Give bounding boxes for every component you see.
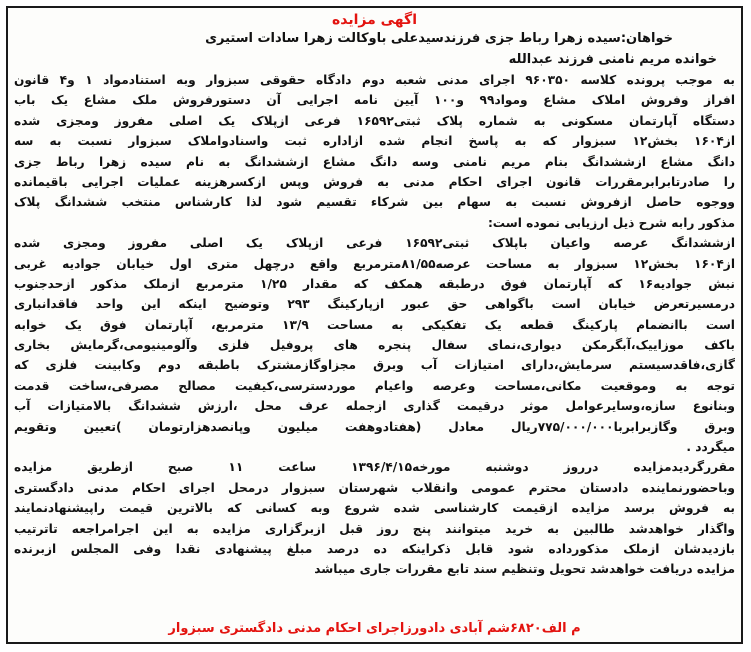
body-line: باکف موزاییک،آبگرمکن دیواری،نمای سفال پنجره های پروفیل فلزی وآلومینیومی،گرمایش بخاری <box>14 338 735 353</box>
notice-body <box>8 70 741 580</box>
body-line: ازششدانگ عرصه واعیان باپلاک ثبتی۱۶۵۹۲ فرعی ازپلاک یک اصلی مفروز ومجزی شده <box>14 236 735 251</box>
body-line: وبنانوع سازه،وسایرعوامل موثر درقیمت گذاری ازجمله عرف محل ،ارزش ششدانگ بالامتیازات آب <box>14 399 735 414</box>
notice-title: اگهی مزایده <box>331 12 417 28</box>
body-line: مقررگردیدمزایده درروز دوشنبه مورخه۱۳۹۶/۴/۱۵ ساعت ۱۱ صبح ازطریق مزایده <box>14 460 735 475</box>
body-line: بازدیدشان ازملک مذکورداده شود قابل ذکراینکه ده درصد مبلغ پیشنهادی نقدا وفی المجلس ازبرنده <box>14 541 735 556</box>
body-line: افراز وفروش املاک مشاع ومواد۹۹ و۱۰۰ آیین نامه اجرایی آن دستورفروش ملک مشاع یک باب <box>14 93 736 108</box>
body-line: است باانضمام پارکینگ قطعه یک تفکیکی به مساحت ۱۳/۹ مترمربع، آپارتمان فوق یک خوابه <box>14 317 735 332</box>
body-line: مذکور رابه شرح ذیل ارزیابی نموده است: <box>487 215 735 230</box>
plaintiff-line: خواهان:سیده زهرا رباط جزی فرزندسیدعلی باوکالت زهرا سادات استیری <box>205 31 673 46</box>
defendant-line: خوانده مریم نامنی فرزند عبدالله <box>508 52 717 67</box>
body-line: دستگاه آپارتمان مسکونی به شماره پلاک ثبتی۱۶۵۹۲ فرعی ازپلاک یک اصلی مفروز ومجزی شده <box>14 113 735 128</box>
body-line: به فروش برسد مزایده ازقیمت کارشناسی شده شروع وبه کسانی که بالاترین قیمت راپیشنهادنمایند <box>14 501 735 516</box>
body-line: از۱۶۰۴ بخش۱۲ سبزوار به مساحت عرصه۸۱/۵۵مترمربع واقع درچهل متری اول خیابان جوادیه غربی <box>14 256 735 271</box>
body-line: میگردد . <box>686 440 735 455</box>
body-line: درمسیرتعرض خیابان است باگواهی حق عبور ازپارکینگ ۲۹۳ وتوضیح اینکه این واحد فاقدانباری <box>14 297 735 312</box>
body-line: را صادرتابرابرمقررات قانون اجرای احکام مدنی به فروش وپس ازکسرهزینه عملیات اجرایی باقیمانده <box>14 174 735 189</box>
body-line: وباحضورنماینده دادستان محترم عمومی وانقلاب شهرستان سبزوار درمحل اجرای احکام مدنی دادگستری <box>14 480 735 495</box>
body-line: واگذار خواهدشد طالبین به خرید میتوانند پنج روز قبل ازبرگزاری مزایده به این اجرامراجعه تاترتیب <box>14 521 735 536</box>
body-line: نبش جوادیه۱۶ که آپارتمان فوق درطبقه همکف که مقدار ۱/۲۵ مترمربع ازملک مذکور ازحدجنوب <box>14 276 735 291</box>
body-line: از۱۶۰۴ بخش۱۲ سبزوار که به پاسخ انجام شده ازاداره ثبت واسنادواملاک سبزوار نسبت به سه <box>14 134 735 149</box>
body-line: دانگ مشاع ازششدانگ بنام مریم نامنی وسه دانگ مشاع ازششدانگ به نام سیده زهرا رباط جزی <box>14 154 735 169</box>
notice-signature: م الف۶۸۲۰شم آبادی دادورزاجرای احکام مدنی دادگستری سبزوار <box>168 621 581 636</box>
body-line: ووجوه حاصل ازفروش نسبت به سهام بین شرکاء تقسیم شود لذا کارشناس منتخب ششدانگ پلاک <box>14 195 735 210</box>
body-line: مزایده دریافت خواهدشد تحویل وتنظیم سند تابع مقررات جاری میباشد <box>314 562 735 577</box>
auction-notice <box>6 6 743 644</box>
body-line: گازی،فاقدسیستم سرمایش،دارای امتیازات آب وبرق مجزاوگازمشترک باطبقه دوم وکابینت فلزی که <box>14 358 735 373</box>
addressee-block <box>8 28 741 70</box>
body-line: به موجب پرونده کلاسه ۹۶۰۳۵۰ اجرای مدنی شعبه دوم دادگاه حقوقی سبزوار وبه استنادمواد ۱ و۴ قانون <box>14 73 736 87</box>
body-line: توجه به وموقعیت مکانی،مساحت وعرصه واعیام موردسترسی،کیفیت مصالح مصرفی،ساخت قدمت <box>14 378 735 393</box>
body-line: وبرق وگازبرابربا۷۷۵/۰۰۰/۰۰۰ریال معادل (هفتادوهفت میلیون وپانصدهزارتومان )تعیین وتقویم <box>14 419 735 434</box>
